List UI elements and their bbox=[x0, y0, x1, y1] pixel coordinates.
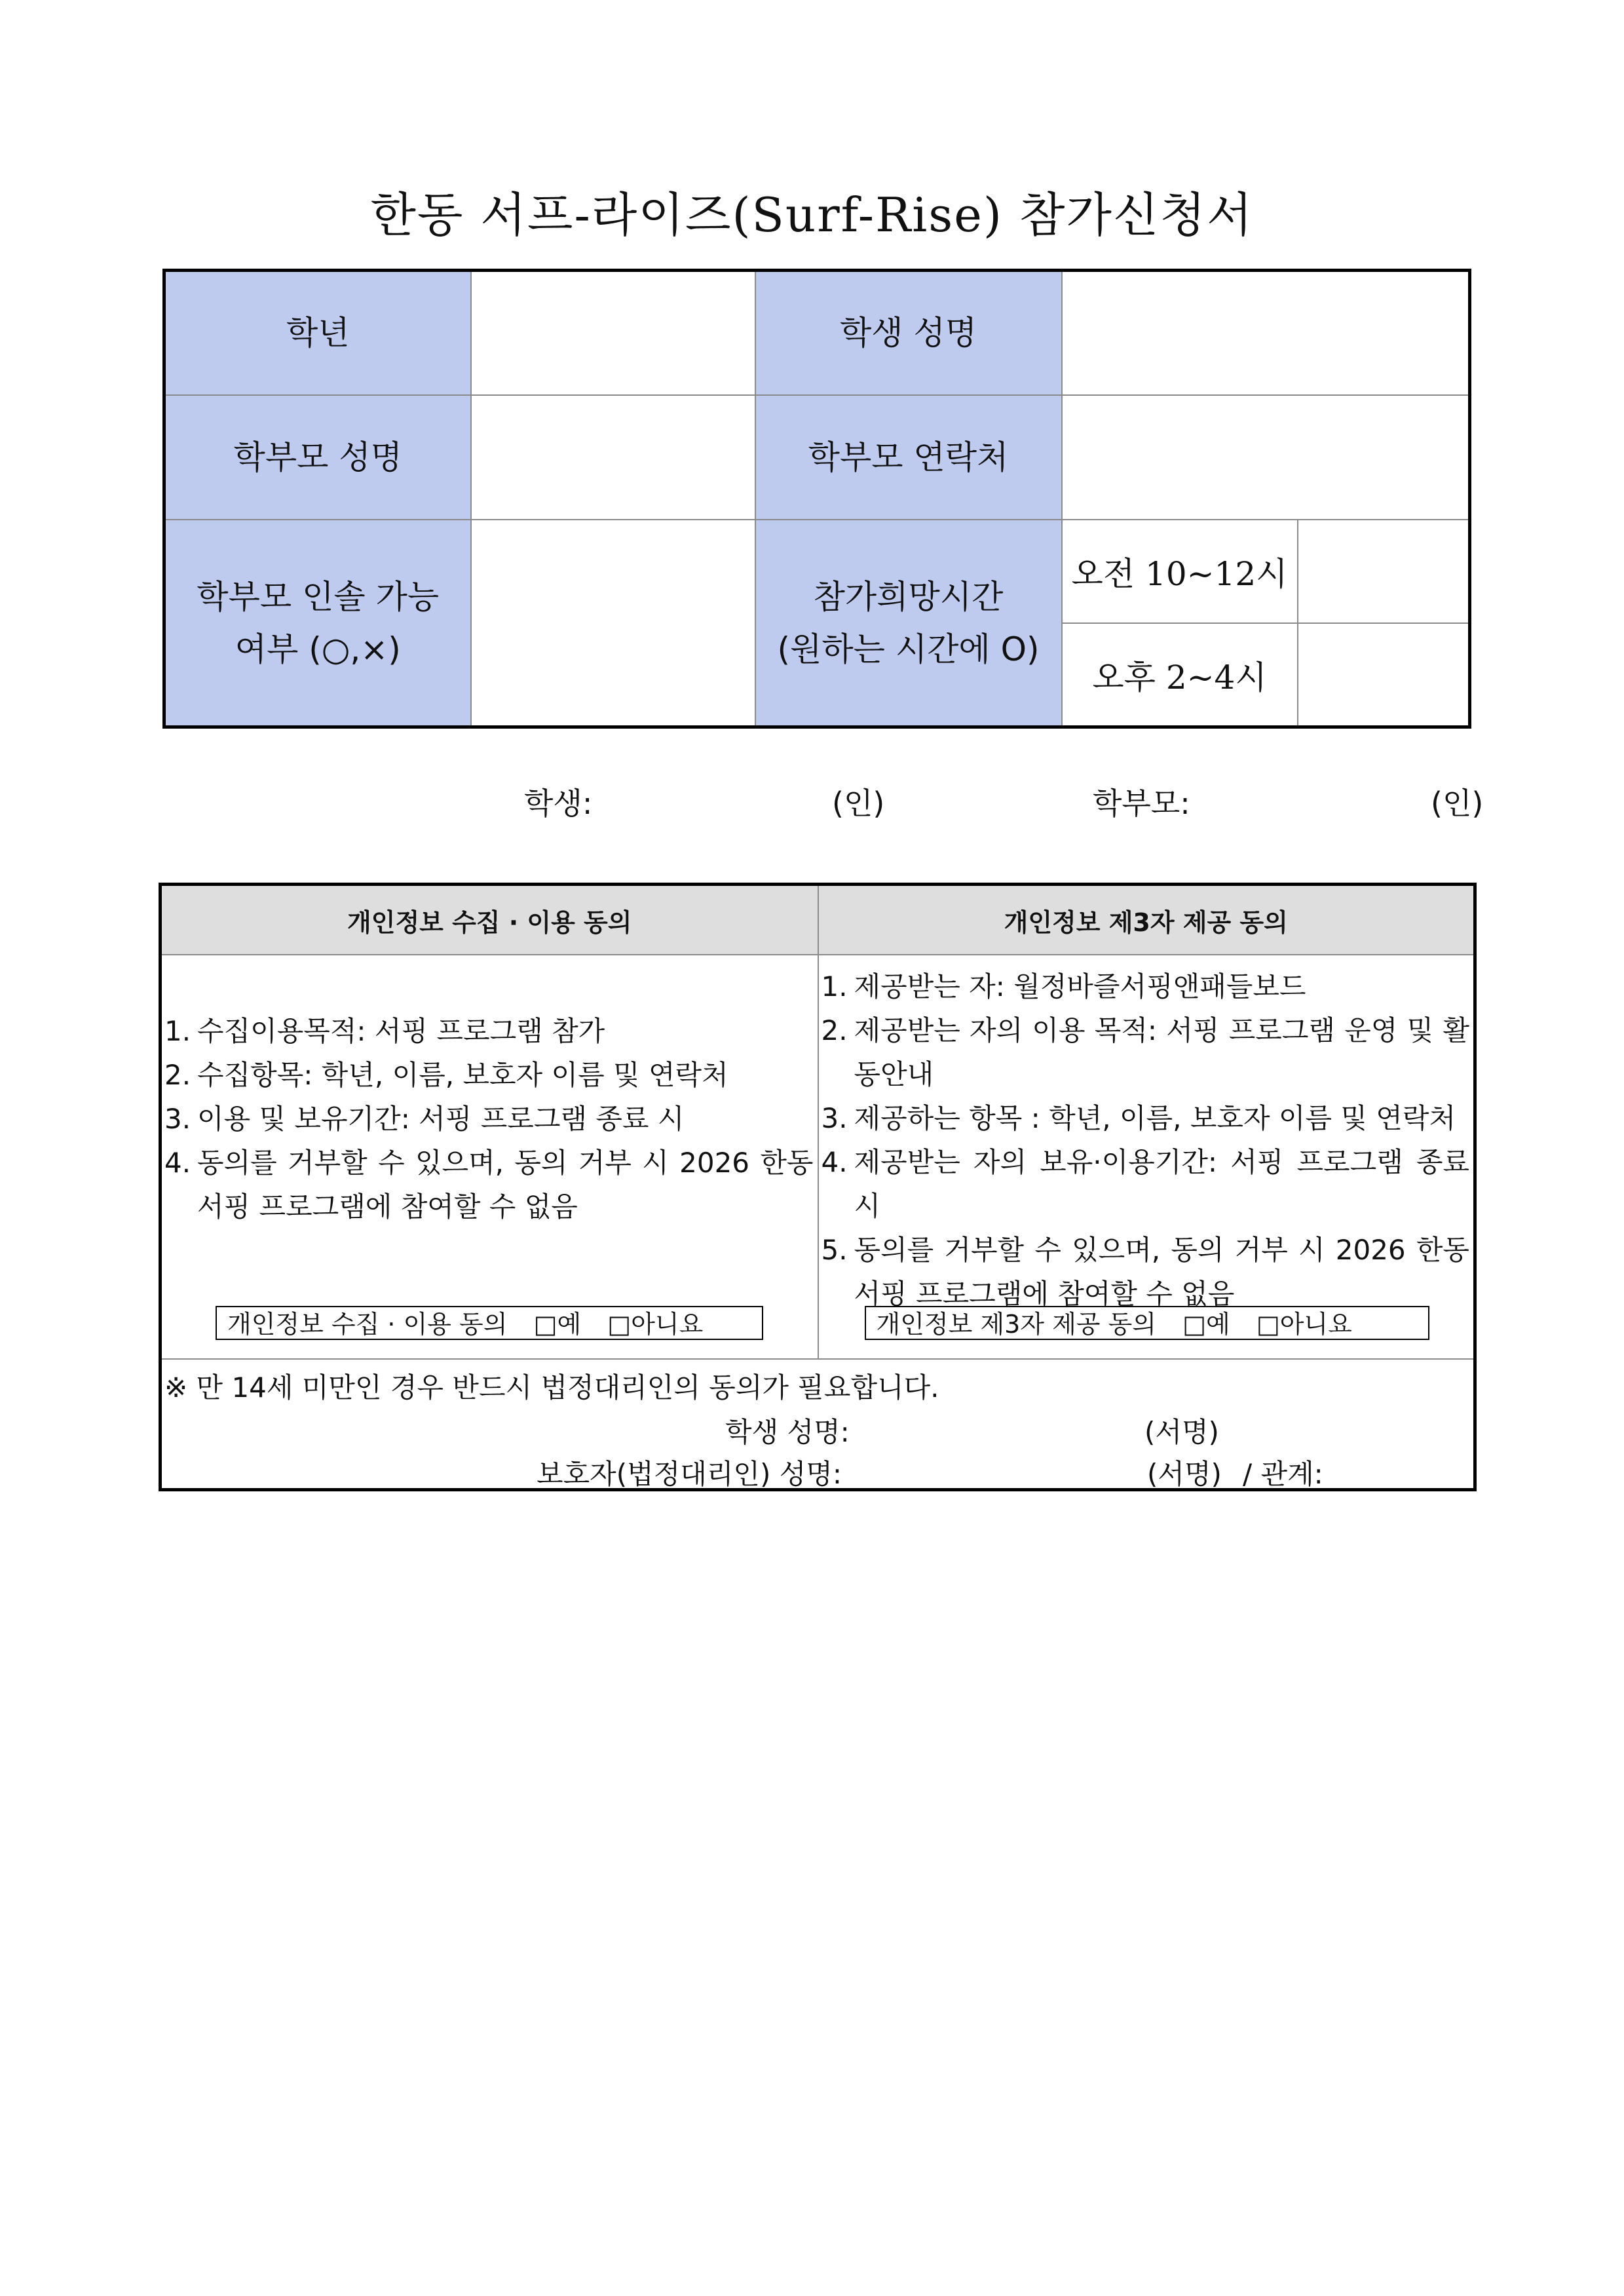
legal-guardian-note-cell bbox=[161, 1359, 1475, 1490]
collection-consent-checkbox-row bbox=[216, 1306, 763, 1340]
parent-escort-field[interactable] bbox=[471, 520, 755, 727]
parent-seal: (인) bbox=[1431, 786, 1484, 821]
parent-contact-field[interactable] bbox=[1062, 395, 1470, 520]
parent-escort-label bbox=[164, 520, 471, 727]
third-party-consent-list bbox=[819, 965, 1474, 1316]
student-name-label: 학생 성명 bbox=[755, 271, 1062, 395]
third-party-consent-item-text: 제공받는 자의 이용 목적: 서핑 프로그램 운영 및 활동안내 bbox=[854, 1014, 1469, 1090]
collection-consent-item bbox=[162, 1053, 818, 1097]
guardian-relation-label: / 관계: bbox=[1243, 1458, 1323, 1490]
parent-name-field[interactable] bbox=[471, 395, 755, 520]
student-sign-mark: (서명) bbox=[1144, 1416, 1219, 1448]
third-party-consent-item-text: 제공하는 항목 : 학년, 이름, 보호자 이름 및 연락처 bbox=[854, 1102, 1456, 1134]
time-afternoon-field[interactable] bbox=[1298, 623, 1470, 727]
third-party-consent-no-checkbox[interactable]: □아니요 bbox=[1256, 1310, 1352, 1339]
parent-escort-label-line2: 여부 (○,×) bbox=[235, 630, 401, 668]
grade-label: 학년 bbox=[164, 271, 471, 395]
third-party-consent-item bbox=[819, 965, 1474, 1008]
time-morning-field[interactable] bbox=[1298, 520, 1470, 623]
third-party-consent-checkbox-label: 개인정보 제3자 제공 동의 bbox=[876, 1310, 1156, 1339]
collection-consent-item-text: 이용 및 보유기간: 서핑 프로그램 종료 시 bbox=[197, 1103, 685, 1135]
collection-consent-header: 개인정보 수집 · 이용 동의 bbox=[161, 885, 818, 955]
time-morning-label: 오전 10~12시 bbox=[1062, 520, 1298, 623]
third-party-consent-item-text: 제공받는 자: 월정바즐서핑앤패들보드 bbox=[854, 970, 1306, 1003]
third-party-consent-item-number: 1. bbox=[821, 970, 848, 1003]
third-party-consent-item bbox=[819, 1008, 1474, 1096]
student-signature-label: 학생: bbox=[524, 786, 593, 821]
third-party-consent-item-number: 4. bbox=[821, 1146, 848, 1178]
third-party-consent-item bbox=[819, 1140, 1474, 1228]
preferred-time-label bbox=[755, 520, 1062, 727]
student-name-field[interactable] bbox=[1062, 271, 1470, 395]
collection-consent-list bbox=[162, 1009, 818, 1229]
collection-consent-yes-checkbox[interactable]: □예 bbox=[533, 1310, 582, 1339]
collection-consent-item bbox=[162, 1141, 818, 1229]
preferred-time-label-line1: 참가희망시간 bbox=[813, 577, 1004, 616]
third-party-consent-item bbox=[819, 1096, 1474, 1140]
third-party-consent-item-number: 3. bbox=[821, 1102, 848, 1134]
third-party-consent-item bbox=[819, 1228, 1474, 1316]
collection-consent-item-text: 수집항목: 학년, 이름, 보호자 이름 및 연락처 bbox=[197, 1059, 728, 1091]
third-party-consent-item-text: 제공받는 자의 보유·이용기간: 서핑 프로그램 종료 시 bbox=[854, 1146, 1469, 1222]
third-party-consent-header: 개인정보 제3자 제공 동의 bbox=[818, 885, 1475, 955]
legal-guardian-note: ※ 만 14세 미만인 경우 반드시 법정대리인의 동의가 필요합니다. bbox=[164, 1371, 939, 1404]
parent-contact-label: 학부모 연락처 bbox=[755, 395, 1062, 520]
collection-consent-no-checkbox[interactable]: □아니요 bbox=[607, 1310, 704, 1339]
guardian-sign-mark: (서명) bbox=[1147, 1458, 1222, 1490]
collection-consent-item-number: 1. bbox=[164, 1015, 191, 1047]
student-sign-label: 학생 성명: bbox=[725, 1416, 850, 1448]
collection-consent-item-number: 2. bbox=[164, 1059, 191, 1091]
collection-consent-item-text: 동의를 거부할 수 있으며, 동의 거부 시 2026 한동 서핑 프로그램에 참여할 수 없음 bbox=[197, 1147, 814, 1223]
third-party-consent-yes-checkbox[interactable]: □예 bbox=[1182, 1310, 1230, 1339]
parent-signature-label: 학부모: bbox=[1093, 786, 1190, 821]
collection-consent-item bbox=[162, 1009, 818, 1053]
third-party-consent-item-text: 동의를 거부할 수 있으며, 동의 거부 시 2026 한동 서핑 프로그램에 참여할 수 없음 bbox=[854, 1234, 1469, 1310]
grade-field[interactable] bbox=[471, 271, 755, 395]
third-party-consent-cell bbox=[818, 955, 1475, 1359]
collection-consent-cell bbox=[161, 955, 818, 1359]
parent-escort-label-line1: 학부모 인솔 가능 bbox=[197, 577, 440, 616]
collection-consent-item bbox=[162, 1097, 818, 1141]
third-party-consent-item-number: 5. bbox=[821, 1234, 848, 1266]
consent-table bbox=[159, 883, 1477, 1491]
page-title: 한동 서프-라이즈(Surf-Rise) 참가신청서 bbox=[370, 187, 1254, 242]
student-seal: (인) bbox=[832, 786, 885, 821]
parent-name-label: 학부모 성명 bbox=[164, 395, 471, 520]
third-party-consent-item-number: 2. bbox=[821, 1014, 848, 1046]
third-party-consent-checkbox-row bbox=[865, 1306, 1429, 1340]
preferred-time-label-line2: (원하는 시간에 O) bbox=[777, 630, 1040, 668]
collection-consent-item-text: 수집이용목적: 서핑 프로그램 참가 bbox=[197, 1015, 605, 1047]
collection-consent-item-number: 4. bbox=[164, 1147, 191, 1179]
collection-consent-item-number: 3. bbox=[164, 1103, 191, 1135]
guardian-sign-label: 보호자(법정대리인) 성명: bbox=[537, 1458, 842, 1490]
collection-consent-checkbox-label: 개인정보 수집 · 이용 동의 bbox=[227, 1310, 508, 1339]
time-afternoon-label: 오후 2~4시 bbox=[1062, 623, 1298, 727]
application-form-table bbox=[162, 269, 1471, 729]
